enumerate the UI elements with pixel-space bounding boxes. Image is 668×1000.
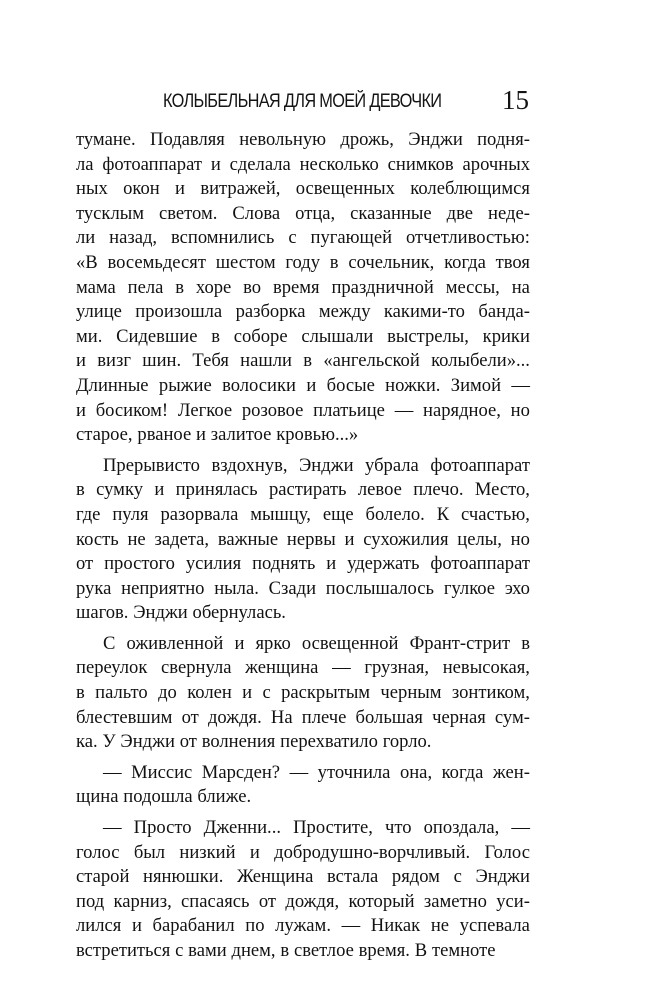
paragraph bbox=[76, 128, 530, 448]
text-line: и визг шин. Тебя нашли в «ангельской колыбели»... bbox=[76, 350, 530, 372]
running-header bbox=[163, 87, 535, 117]
text-line: — Просто Дженни... Простите, что опоздала, — bbox=[103, 817, 530, 839]
text-line: мама пела в хоре во время праздничной мессы, на bbox=[76, 276, 530, 298]
body-text bbox=[76, 128, 530, 964]
text-line: под карниз, спасаясь от дождя, который заметно уси- bbox=[76, 890, 530, 912]
text-line: старое, рваное и залитое кровью...» bbox=[76, 424, 359, 446]
text-line: тумане. Подавляя невольную дрожь, Энджи подня- bbox=[76, 129, 530, 150]
text-line: голос был низкий и добродушно-ворчливый. Голос bbox=[76, 841, 530, 863]
paragraph bbox=[76, 454, 530, 626]
text-line: в сумку и принялась растирать левое плечо. Место, bbox=[76, 479, 530, 501]
text-line: переулок свернула женщина — грузная, невысокая, bbox=[76, 657, 530, 679]
text-line: щина подошла ближе. bbox=[76, 786, 252, 808]
text-line: шагов. Энджи обернулась. bbox=[76, 602, 286, 624]
text-line: лился и барабанил по лужам. — Никак не успевала bbox=[76, 915, 530, 937]
text-line: встретиться с вами днем, в светлое время. В темноте bbox=[76, 940, 496, 961]
text-line: — Миссис Марсден? — уточнила она, когда жен- bbox=[103, 761, 530, 783]
paragraph bbox=[76, 632, 530, 755]
text-line: Прерывисто вздохнув, Энджи убрала фотоаппарат bbox=[103, 454, 530, 476]
paragraph bbox=[76, 816, 530, 964]
text-line: Длинные рыжие волосики и босые ножки. Зимой — bbox=[76, 374, 530, 396]
text-line: ми. Сидевшие в соборе слышали выстрелы, крики bbox=[76, 325, 530, 347]
text-line: С оживленной и ярко освещенной Франт-стрит в bbox=[103, 632, 530, 654]
text-line: где пуля разорвала мышцу, еще болело. К счастью, bbox=[76, 503, 530, 525]
book-title: КОЛЫБЕЛЬНАЯ ДЛЯ МОЕЙ ДЕВОЧКИ bbox=[163, 91, 442, 112]
text-line: от простого усилия поднять и удержать фотоаппарат bbox=[76, 553, 530, 575]
paragraph bbox=[76, 761, 530, 810]
text-line: кость не задета, важные нервы и сухожилия целы, но bbox=[76, 528, 530, 550]
text-line: блестевшим от дождя. На плече большая черная сум- bbox=[76, 706, 530, 728]
text-line: ли назад, вспомнились с пугающей отчетливостью: bbox=[76, 227, 530, 249]
text-line: рука неприятно ныла. Сзади послышалось гулкое эхо bbox=[76, 577, 530, 599]
text-line: и босиком! Легкое розовое платьице — нарядное, но bbox=[76, 399, 530, 421]
text-line: старой нянюшки. Женщина встала рядом с Энджи bbox=[76, 866, 530, 888]
text-line: ла фотоаппарат и сделала несколько снимков арочных bbox=[76, 153, 530, 175]
text-line: в пальто до колен и с раскрытым черным зонтиком, bbox=[76, 682, 530, 704]
text-line: «В восемьдесят шестом году в сочельник, когда твоя bbox=[76, 251, 530, 273]
text-line: улице произошла разборка между какими-то банда- bbox=[76, 301, 530, 323]
text-line: тусклым светом. Слова отца, сказанные две неде- bbox=[76, 202, 530, 224]
page-number: 15 bbox=[502, 85, 529, 115]
text-line: ка. У Энджи от волнения перехватило горло. bbox=[76, 731, 432, 753]
text-line: ных окон и витражей, освещенных колеблющимся bbox=[76, 178, 530, 200]
